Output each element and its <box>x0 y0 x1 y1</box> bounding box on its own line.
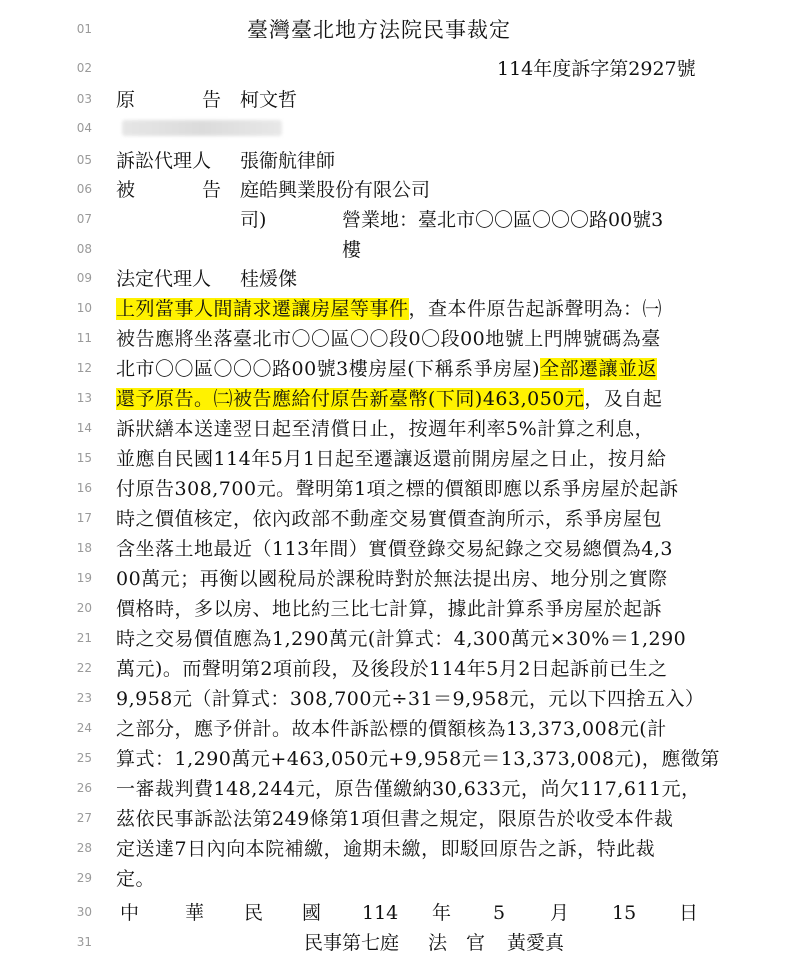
line-number: 01 <box>76 22 92 36</box>
line-21 <box>0 627 800 657</box>
line-04 <box>0 117 800 147</box>
line-number: 09 <box>76 271 92 285</box>
business-address-cont: 樓 <box>342 239 362 261</box>
line-22 <box>0 657 800 687</box>
highlight: 上列當事人間請求遷讓房屋等事件 <box>116 298 409 320</box>
body-segment: ，查本件原告起訴聲明為：㈠ <box>408 298 663 320</box>
body-line: 算式：1,290萬元+463,050元+9,958元＝13,373,008元)，應徵第 <box>116 748 720 770</box>
line-number: 07 <box>76 212 92 226</box>
line-10 <box>0 297 800 327</box>
judge-name: 黃愛真 <box>507 932 565 954</box>
line-number: 11 <box>76 331 92 345</box>
line-number: 21 <box>76 631 92 645</box>
counsel-name: 張衞航律師 <box>240 150 336 172</box>
line-number: 08 <box>76 242 92 256</box>
line-13 <box>0 387 800 417</box>
date-char-1: 中 <box>120 902 140 924</box>
body-line <box>116 357 696 381</box>
line-number: 05 <box>76 153 92 167</box>
legal-rep-label: 法定代理人 <box>116 268 212 290</box>
body-line: 含坐落土地最近（113年間）實價登錄交易紀錄之交易總價為4,3 <box>116 538 673 560</box>
body-line: 定。 <box>116 868 156 890</box>
line-15 <box>0 447 800 477</box>
line-05 <box>0 149 800 179</box>
line-number: 03 <box>76 92 92 106</box>
line-number: 20 <box>76 601 92 615</box>
line-26 <box>0 777 800 807</box>
body-line: 時之交易價值應為1,290萬元(計算式：4,300萬元×30%＝1,290 <box>116 628 687 650</box>
body-line: 茲依民事訴訟法第249條第1項但書之規定，限原告於收受本件裁 <box>116 808 674 830</box>
line-number: 30 <box>76 905 92 919</box>
body-line <box>116 297 696 321</box>
line-number: 16 <box>76 481 92 495</box>
line-number: 10 <box>76 301 92 315</box>
defendant-label-1: 被 <box>116 179 136 201</box>
date-char-3: 民 <box>244 902 264 924</box>
line-27 <box>0 807 800 837</box>
body-line: 時之價值核定，依內政部不動產交易實價查詢所示，系爭房屋包 <box>116 508 663 530</box>
body-line: 之部分，應予併計。故本件訴訟標的價額核為13,373,008元(計 <box>116 718 667 740</box>
line-30 <box>0 901 800 931</box>
line-24 <box>0 717 800 747</box>
line-18 <box>0 537 800 567</box>
body-line: 付原告308,700元。聲明第1項之標的價額即應以系爭房屋於起訴 <box>116 478 679 500</box>
date-day-label: 日 <box>679 902 699 924</box>
line-29 <box>0 867 800 897</box>
line-03 <box>0 88 800 118</box>
line-number: 26 <box>76 781 92 795</box>
plaintiff-name: 柯文哲 <box>240 89 298 111</box>
line-number: 25 <box>76 751 92 765</box>
body-line: 被告應將坐落臺北市〇〇區〇〇段0〇段00地號上門牌號碼為臺 <box>116 328 661 350</box>
plaintiff-label-1: 原 <box>116 89 136 111</box>
body-line: 9,958元（計算式：308,700元÷31＝9,958元，元以下四捨五入） <box>116 688 705 710</box>
line-23 <box>0 687 800 717</box>
judge-label: 法 官 <box>428 932 486 954</box>
date-char-4: 國 <box>302 902 322 924</box>
line-number: 29 <box>76 871 92 885</box>
line-20 <box>0 597 800 627</box>
body-line <box>116 387 696 411</box>
counsel-label: 訴訟代理人 <box>116 150 212 172</box>
line-11 <box>0 327 800 357</box>
line-number: 14 <box>76 421 92 435</box>
line-28 <box>0 837 800 867</box>
date-year: 114 <box>362 902 399 924</box>
defendant-name: 庭皓興業股份有限公司 <box>240 179 431 201</box>
line-number: 19 <box>76 571 92 585</box>
legal-rep-name: 桂煖傑 <box>240 268 298 290</box>
line-09 <box>0 267 800 297</box>
body-segment: ，及自起 <box>584 388 663 410</box>
date-year-label: 年 <box>432 902 452 924</box>
body-line: 一審裁判費148,244元，原告僅繳納30,633元，尚欠117,611元， <box>116 778 701 800</box>
line-31 <box>0 931 800 961</box>
line-number: 06 <box>76 182 92 196</box>
line-14 <box>0 417 800 447</box>
body-line: 訴狀繕本送達翌日起至清償日止，按週年利率5%計算之利息， <box>116 418 655 440</box>
line-19 <box>0 567 800 597</box>
line-25 <box>0 747 800 777</box>
body-line: 並應自民國114年5月1日起至遷讓返還前開房屋之日止，按月給 <box>116 448 667 470</box>
line-06 <box>0 178 800 208</box>
line-number: 13 <box>76 391 92 405</box>
line-07 <box>0 208 800 238</box>
date-month-label: 月 <box>550 902 570 924</box>
redacted-address <box>122 120 282 136</box>
defendant-suffix: 司) <box>240 209 267 231</box>
document-title: 臺灣臺北地方法院民事裁定 <box>247 18 511 42</box>
line-number: 12 <box>76 361 92 375</box>
line-number: 18 <box>76 541 92 555</box>
division-name: 民事第七庭 <box>304 932 400 954</box>
line-number: 15 <box>76 451 92 465</box>
line-number: 17 <box>76 511 92 525</box>
highlight: 還予原告。㈡被告應給付原告新臺幣(下同)463,050元 <box>116 388 585 410</box>
case-number: 114年度訴字第2927號 <box>497 58 696 80</box>
line-number: 23 <box>76 691 92 705</box>
line-12 <box>0 357 800 387</box>
line-08 <box>0 238 800 268</box>
business-address: 營業地：臺北市〇〇區〇〇〇路00號3 <box>342 209 664 231</box>
line-number: 24 <box>76 721 92 735</box>
line-16 <box>0 477 800 507</box>
date-day: 15 <box>612 902 637 924</box>
line-number: 28 <box>76 841 92 855</box>
line-01 <box>0 18 800 48</box>
line-02 <box>0 57 800 87</box>
plaintiff-label-2: 告 <box>202 89 222 111</box>
body-line: 萬元)。而聲明第2項前段，及後段於114年5月2日起訴前已生之 <box>116 658 668 680</box>
body-segment: 北市〇〇區〇〇〇路00號3樓房屋(下稱系爭房屋) <box>116 358 541 380</box>
line-number: 02 <box>76 61 92 75</box>
highlight: 全部遷讓並返 <box>540 358 658 380</box>
line-number: 31 <box>76 935 92 949</box>
defendant-label-2: 告 <box>202 179 222 201</box>
body-line: 00萬元；再衡以國稅局於課稅時對於無法提出房、地分別之實際 <box>116 568 668 590</box>
date-month: 5 <box>493 902 506 924</box>
date-char-2: 華 <box>185 902 205 924</box>
line-number: 04 <box>76 121 92 135</box>
body-line: 定送達7日內向本院補繳，逾期未繳，即駁回原告之訴，特此裁 <box>116 838 656 860</box>
line-number: 22 <box>76 661 92 675</box>
line-17 <box>0 507 800 537</box>
body-line: 價格時，多以房、地比約三比七計算，據此計算系爭房屋於起訴 <box>116 598 663 620</box>
line-number: 27 <box>76 811 92 825</box>
